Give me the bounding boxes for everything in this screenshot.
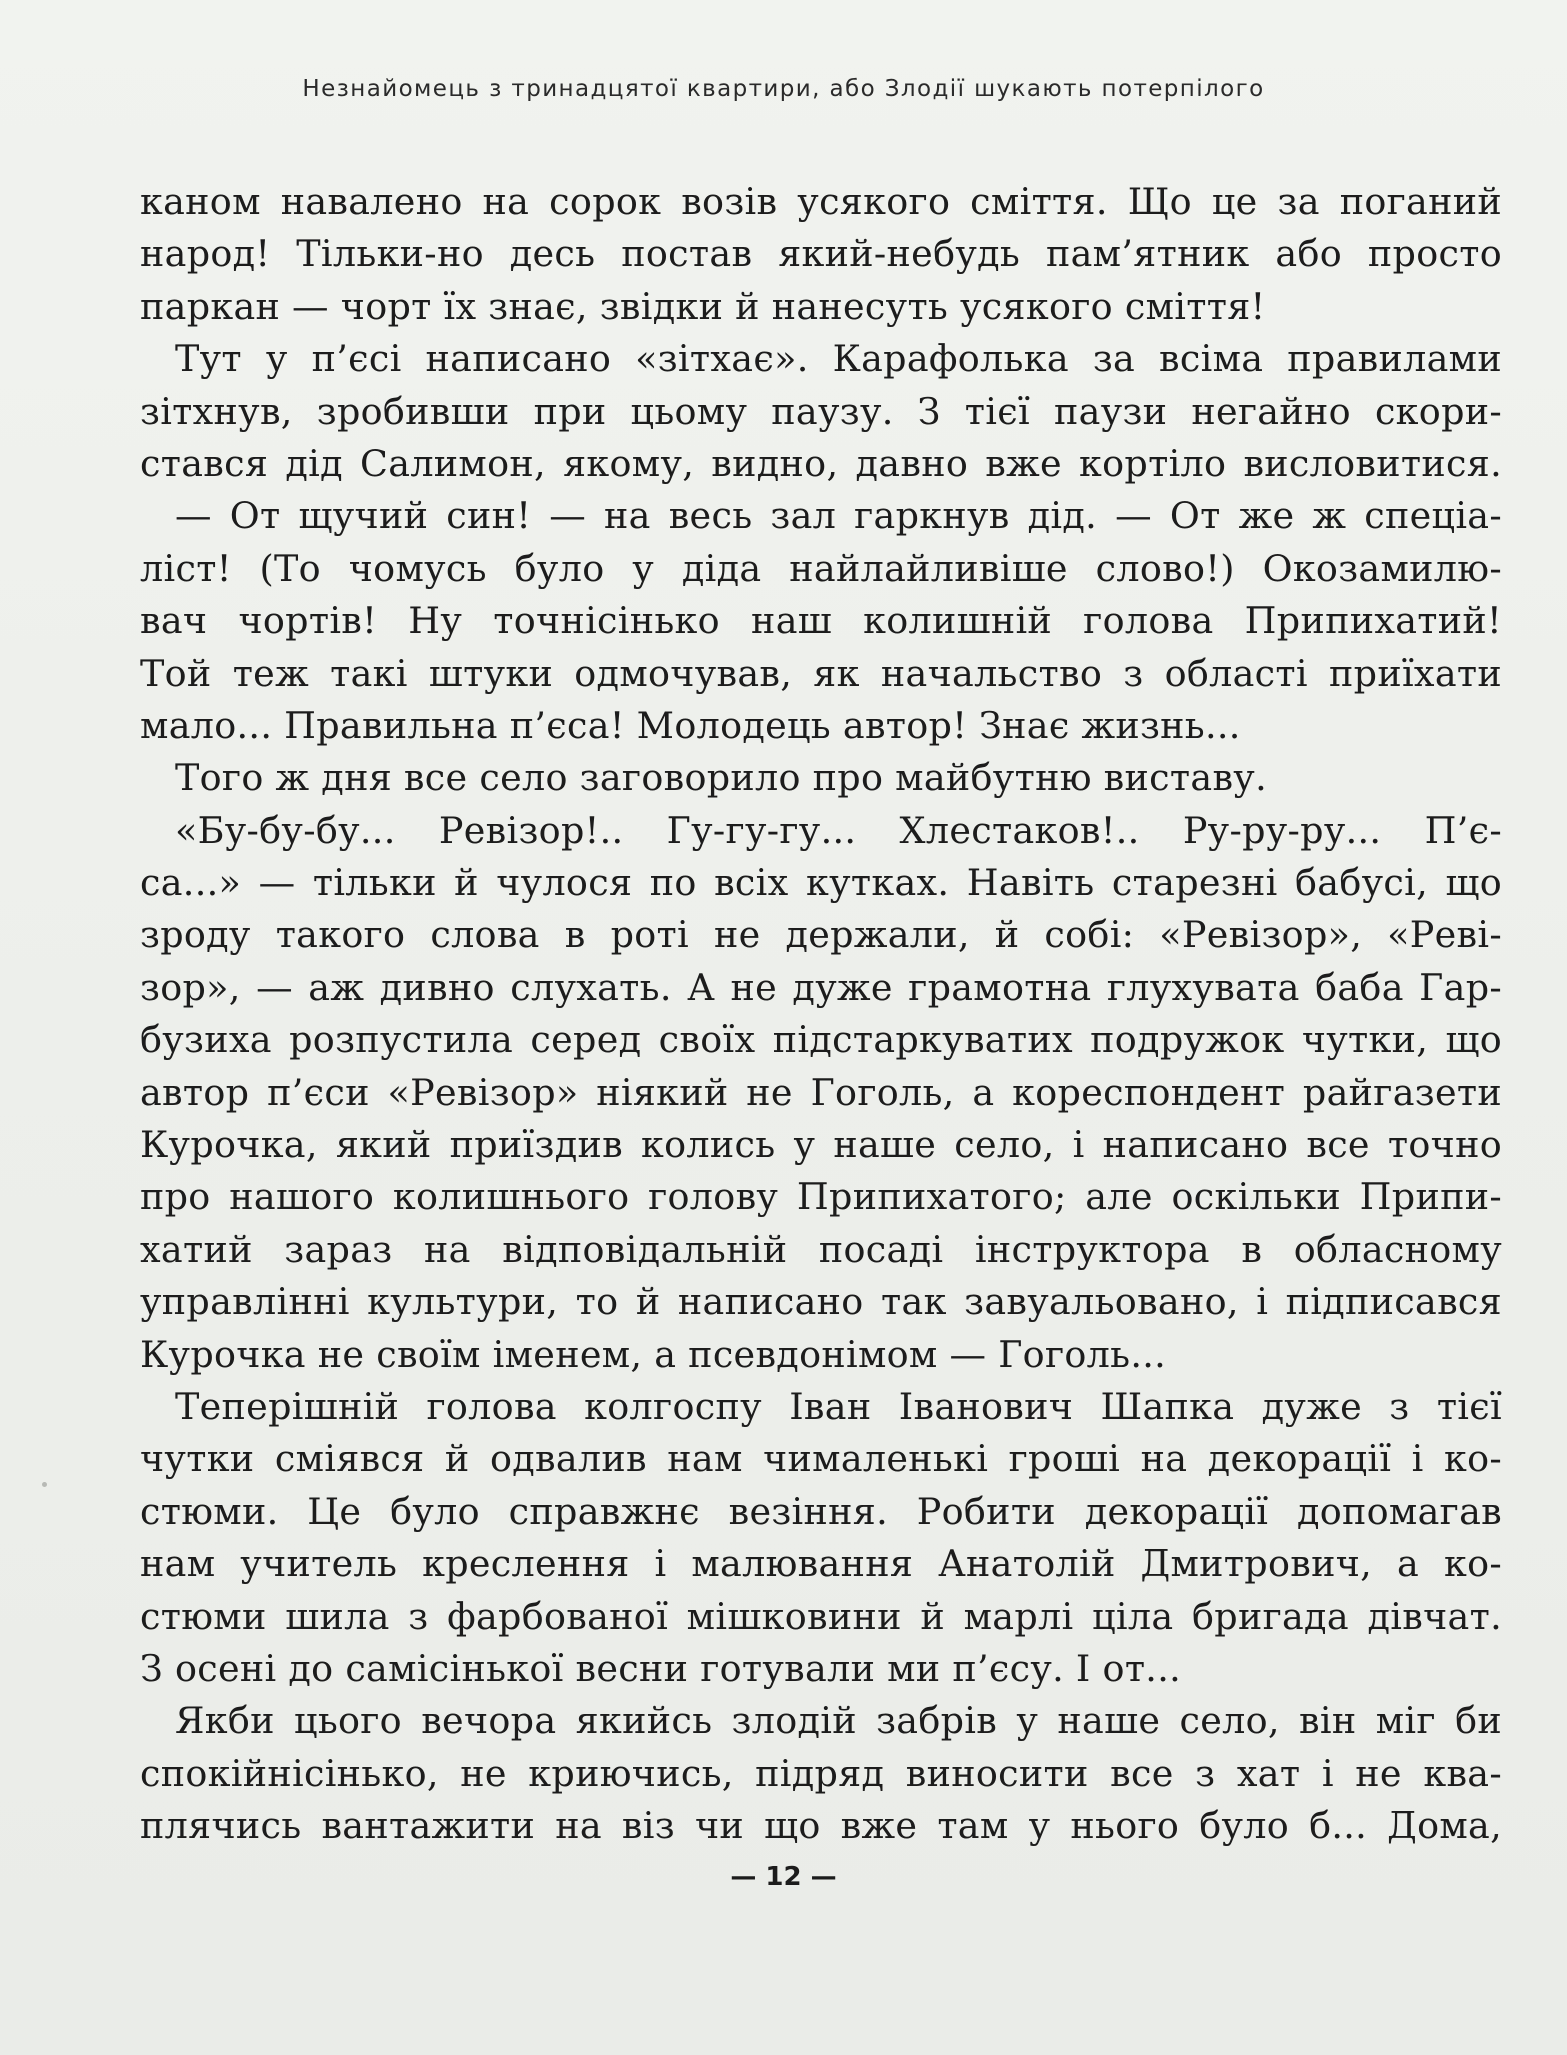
text-line: Того ж дня все село заговорило про майбутню виставу. <box>175 756 1267 800</box>
text-line: зор», — аж дивно слухать. А не дуже грамотна глухувата баба Гар- <box>140 965 1502 1009</box>
text-line: про нашого колишнього голову Припихатого; але оскільки Припи- <box>140 1175 1502 1219</box>
text-line: спокійнісінько, не криючись, підряд виносити все з хат і не ква- <box>140 1751 1502 1795</box>
text-line: хатий зараз на відповідальній посаді інструктора в обласному <box>140 1227 1502 1271</box>
text-line: нам учитель креслення і малювання Анатолій Дмитрович, а ко- <box>140 1542 1502 1586</box>
running-head: Незнайомець з тринадцятої квартири, або Злодії шукають потерпілого <box>302 76 1265 102</box>
text-line: стюми. Це було справжнє везіння. Робити декорації допомагав <box>140 1489 1502 1533</box>
text-line: Курочка, який приїздив колись у наше село, і написано все точно <box>140 1123 1502 1167</box>
text-line: чутки сміявся й одвалив нам чималенькі гроші на декорації і ко- <box>140 1437 1502 1481</box>
text-line: народ! Тільки-но десь постав який-небудь пам’ятник або просто <box>140 232 1502 276</box>
text-line: вач чортів! Ну точнісінько наш колишній голова Припихатий! <box>140 599 1502 643</box>
text-line: са...» — тільки й чулося по всіх кутках. Навіть старезні бабусі, що <box>140 861 1502 905</box>
text-line: управлінні культури, то й написано так завуальовано, і підписався <box>140 1280 1502 1324</box>
text-line: плячись вантажити на віз чи що вже там у нього було б... Дома, <box>140 1804 1502 1848</box>
text-line: каном навалено на сорок возів усякого сміття. Що це за поганий <box>140 180 1502 223</box>
text-line: — От щучий син! — на весь зал гаркнув дід. — От же ж спеціа- <box>175 494 1502 538</box>
text-line: З осені до самісінької весни готували ми п’єсу. І от... <box>140 1646 1182 1690</box>
text-line: Теперішній голова колгоспу Іван Іванович Шапка дуже з тієї <box>175 1384 1502 1428</box>
text-line: зроду такого слова в роті не держали, й собі: «Ревізор», «Реві- <box>140 913 1502 957</box>
text-line: автор п’єси «Ревізор» ніякий не Гоголь, а кореспондент райгазети <box>140 1070 1502 1114</box>
text-line: паркан — чорт їх знає, звідки й нанесуть усякого сміття! <box>140 284 1266 328</box>
paper-speck <box>42 1482 47 1487</box>
body-text <box>140 176 1502 1853</box>
text-line: ліст! (То чомусь було у діда найлайливіше слово!) Окозамилю- <box>140 546 1502 590</box>
text-line: мало... Правильна п’єса! Молодець автор! Знає жизнь... <box>140 703 1241 747</box>
text-line: бузиха розпустила серед своїх підстаркуватих подружок чутки, що <box>140 1018 1502 1062</box>
page-number: — 12 — <box>730 1862 837 1892</box>
text-line: стюми шила з фарбованої мішковини й марлі ціла бригада дівчат. <box>140 1594 1502 1638</box>
text-line: Тут у п’єсі написано «зітхає». Карафолька за всіма правилами <box>175 337 1502 381</box>
text-line: стався дід Салимон, якому, видно, давно вже кортіло висловитися. <box>140 441 1502 485</box>
text-line: зітхнув, зробивши при цьому паузу. З тієї паузи негайно скори- <box>140 389 1502 433</box>
text-line: «Бу-бу-бу... Ревізор!.. Гу-гу-гу... Хлестаков!.. Ру-ру-ру... П’є- <box>175 808 1502 852</box>
text-line: Якби цього вечора якийсь злодій забрів у наше село, він міг би <box>175 1699 1502 1743</box>
text-line: Той теж такі штуки одмочував, як начальство з області приїхати <box>140 651 1502 695</box>
text-line: Курочка не своїм іменем, а псевдонімом — Гоголь... <box>140 1332 1167 1376</box>
